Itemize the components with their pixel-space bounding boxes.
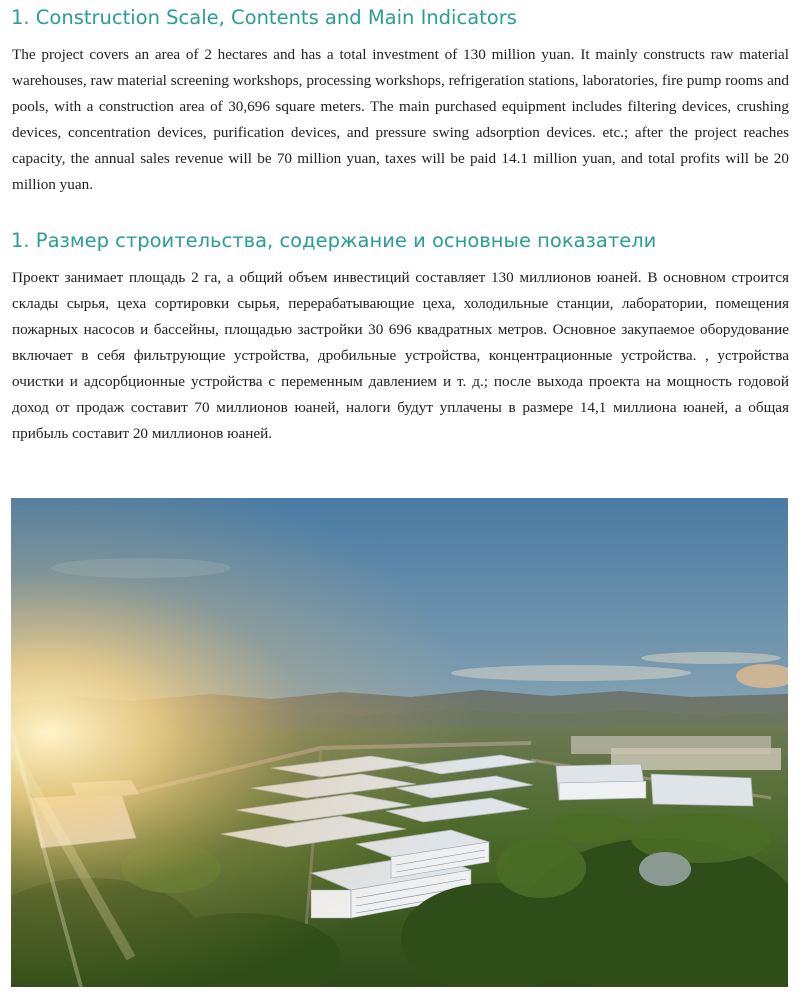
section-body-russian: Проект занимает площадь 2 га, а общий объем инвестиций составляет 130 миллионов юаней. В основном строится склады сырья, цеха сортировки сырья, перерабатывающие цеха, холодильные станции, лаборатории, помещения пожарных насосов и бассейны, площадью застройки 30 696 квадратных метров. Основное закупаемое оборудование включает в себя фильтрующие устройства, дробильные устройства, концентрационные устройства. , устройства очистки и адсорбционные устройства с переменным давлением и т. д.; после выхода проекта на мощность годовой доход от продаж составит 70 миллионов юаней, налоги будут уплачены в размере 14,1 миллиона юаней, а общая прибыль составит 20 миллионов юаней. [12,269,789,442]
section-heading-russian: 1. Размер строительства, содержание и основные показатели [11,229,657,252]
aerial-factory-photo [11,498,788,987]
section-heading-english: 1. Construction Scale, Contents and Main Indicators [11,6,517,29]
section-body-english: The project covers an area of 2 hectares and has a total investment of 130 million yuan. It mainly constructs raw material warehouses, raw material screening workshops, processing workshops, refrigeration stations, laboratories, fire pump rooms and pools, with a construction area of 30,696 square meters. The main purchased equipment includes filtering devices, crushing devices, concentration devices, purification devices, and pressure swing adsorption devices. etc.; after the project reaches capacity, the annual sales revenue will be 70 million yuan, taxes will be paid 14.1 million yuan, and total profits will be 20 million yuan. [12,46,789,193]
